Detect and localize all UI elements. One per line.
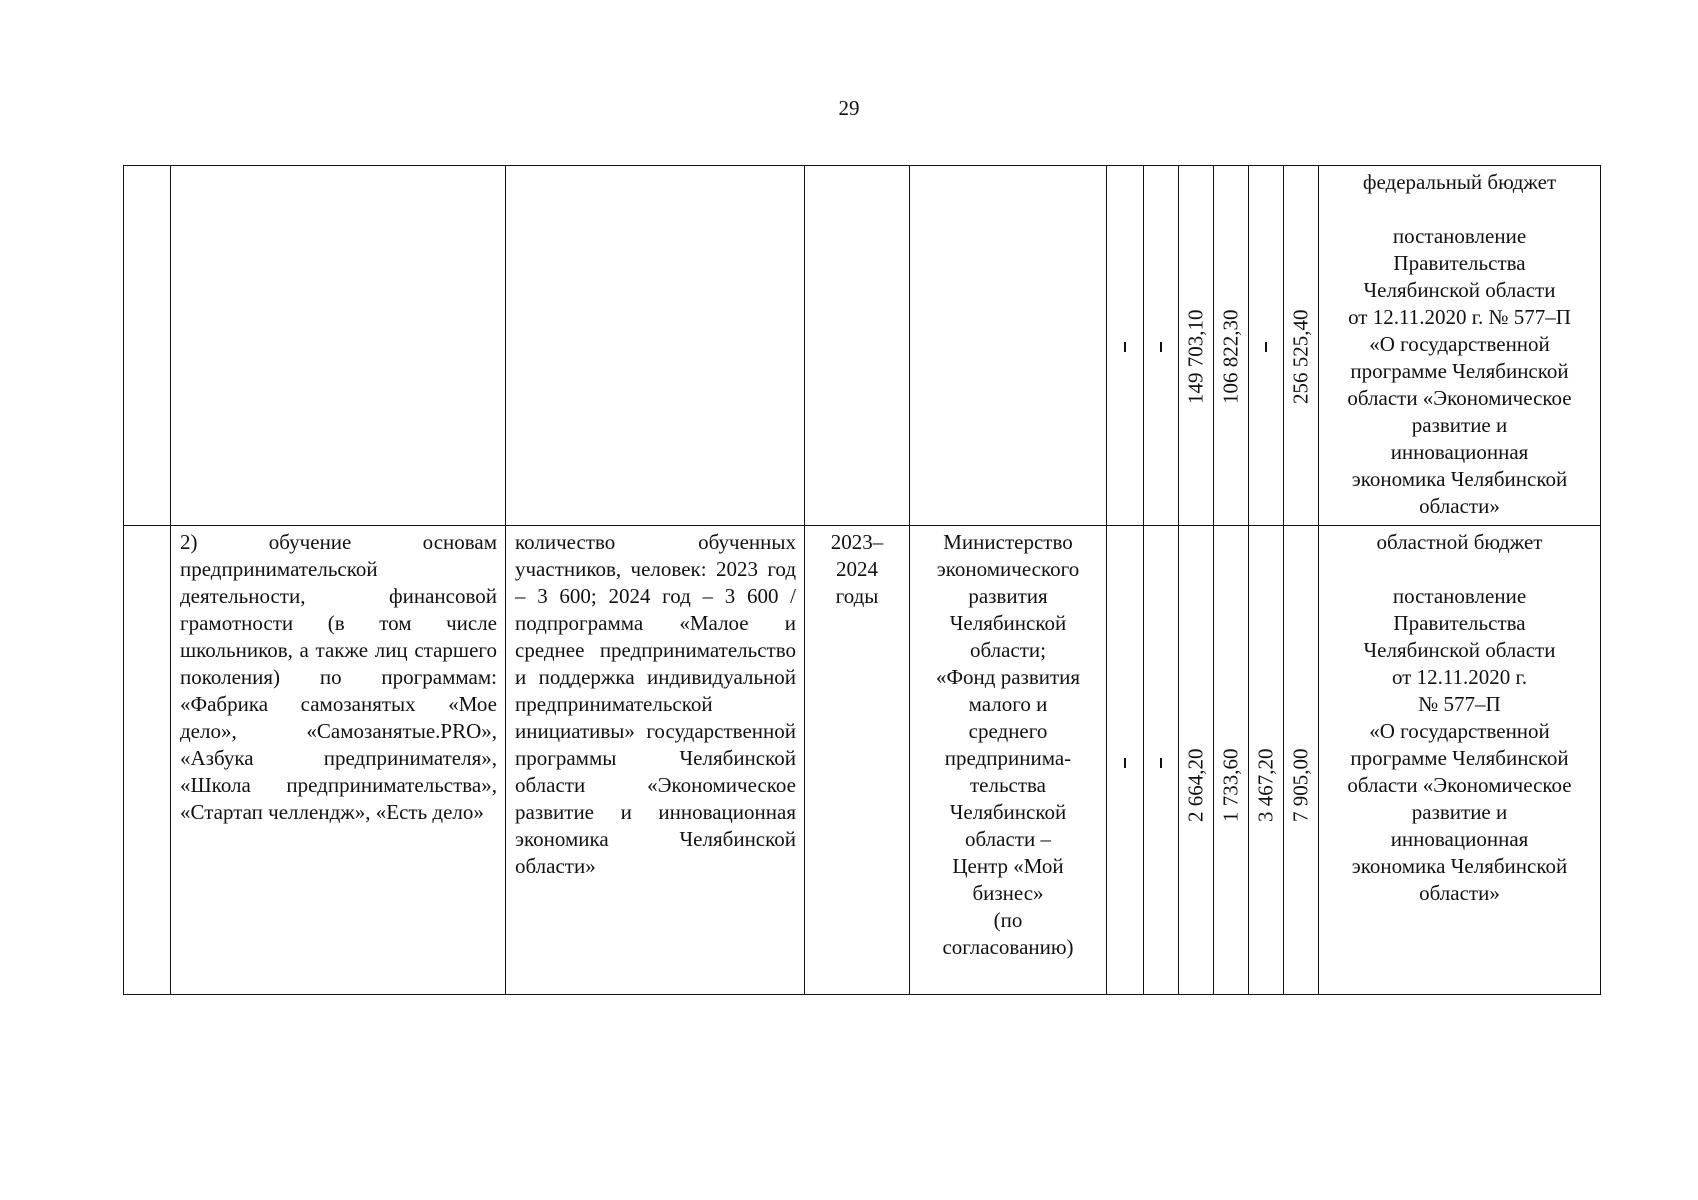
executor-line: предпринима-	[944, 746, 1072, 770]
activity-cell: 2) обучение основам предпринимательской деятельности, финансовой грамотности (в том числе школьников, а также лиц старшего поколения) по программам: «Фабрика самозанятых «Мое дело», «Самозанятые.PRO», «Азбука предпринимателя», «Школа предпринимательства», «Стартап челлендж», «Есть дело»	[171, 526, 506, 995]
indicator-cell: количество обученных участников, человек: 2023 год – 3 600; 2024 год – 3 600 / подпрограмма «Малое и среднее предпринимательство и поддержка индивидуальной предпринимательской инициативы» государственной программы Челябинской области «Экономическое развитие и инновационная экономика Челябинской области»	[506, 526, 805, 995]
executor-line: среднего	[968, 719, 1048, 743]
executor-line: развития	[968, 584, 1048, 608]
amount-cell-4	[1214, 526, 1249, 995]
program-activities-table	[123, 165, 1601, 995]
source-line: программе Челябинской	[1350, 746, 1569, 770]
amount-total-value: 7 905,00	[1288, 748, 1313, 822]
amount-cell-3	[1179, 166, 1214, 526]
source-line: экономика Челябинской	[1351, 854, 1568, 878]
period-line: 2023–	[830, 530, 884, 554]
empty-value-dash	[1124, 758, 1126, 768]
executor-line: малого и	[968, 692, 1048, 716]
amount-total-cell	[1284, 526, 1319, 995]
executor-line: (по	[993, 908, 1023, 932]
executor-line: экономического	[936, 557, 1080, 581]
source-line: области «Экономическое	[1347, 773, 1572, 797]
source-line: от 12.11.2020 г. № 577–П	[1348, 305, 1571, 329]
source-line: области»	[1419, 494, 1500, 518]
amount-value: 106 822,30	[1218, 309, 1243, 404]
source-line: № 577–П	[1418, 692, 1501, 716]
row-index-cell	[124, 526, 171, 995]
amount-cell-5	[1249, 166, 1284, 526]
empty-value-dash	[1265, 342, 1267, 352]
period-cell	[805, 526, 910, 995]
amount-cell-4	[1214, 166, 1249, 526]
source-line: области «Экономическое	[1347, 386, 1572, 410]
amount-cell-5	[1249, 526, 1284, 995]
source-line: Правительства	[1393, 251, 1526, 275]
source-line: постановление	[1392, 584, 1527, 608]
period-line: 2024	[836, 557, 878, 581]
executor-line: Министерство	[943, 530, 1073, 554]
executor-line: Челябинской	[949, 611, 1067, 635]
funding-source-cell	[1319, 166, 1601, 526]
executor-line: Центр «Мой	[952, 854, 1064, 878]
source-line: «О государственной	[1369, 332, 1550, 356]
empty-value-dash	[1160, 758, 1162, 768]
budget-type: федеральный бюджет	[1362, 170, 1557, 194]
source-line: постановление	[1392, 224, 1527, 248]
row-index-cell	[124, 166, 171, 526]
indicator-cell	[506, 166, 805, 526]
source-line: развитие и	[1411, 413, 1508, 437]
table-row	[124, 166, 1601, 526]
source-line: «О государственной	[1369, 719, 1550, 743]
amount-value: 1 733,60	[1218, 748, 1243, 822]
executor-line: согласованию)	[942, 935, 1074, 959]
source-line: области»	[1419, 881, 1500, 905]
source-line: программе Челябинской	[1350, 359, 1569, 383]
source-line: инновационная	[1390, 827, 1529, 851]
source-line: инновационная	[1390, 440, 1529, 464]
executor-line: Челябинской	[949, 800, 1067, 824]
amount-cell-3	[1179, 526, 1214, 995]
activity-cell	[171, 166, 506, 526]
period-line: годы	[835, 584, 879, 608]
amount-value: 2 664,20	[1183, 748, 1208, 822]
period-cell	[805, 166, 910, 526]
empty-value-dash	[1160, 342, 1162, 352]
empty-value-dash	[1124, 342, 1126, 352]
executor-line: области –	[965, 827, 1051, 851]
source-line: экономика Челябинской	[1351, 467, 1568, 491]
funding-source-cell	[1319, 526, 1601, 995]
source-line: Правительства	[1393, 611, 1526, 635]
source-line: Челябинской области	[1363, 278, 1556, 302]
amount-cell-2	[1144, 526, 1179, 995]
amount-value: 3 467,20	[1253, 748, 1278, 822]
budget-type: областной бюджет	[1376, 530, 1543, 554]
page-number: 29	[838, 96, 860, 120]
amount-value: 149 703,10	[1183, 309, 1208, 404]
table-row	[124, 526, 1601, 995]
executor-line: бизнес»	[972, 881, 1044, 905]
executor-cell	[910, 526, 1107, 995]
amount-total-value: 256 525,40	[1288, 309, 1313, 404]
source-line: от 12.11.2020 г.	[1391, 665, 1528, 689]
source-line: Челябинской области	[1363, 638, 1556, 662]
executor-cell	[910, 166, 1107, 526]
amount-total-cell	[1284, 166, 1319, 526]
amount-cell-1	[1107, 526, 1144, 995]
amount-cell-1	[1107, 166, 1144, 526]
executor-line: тельства	[969, 773, 1046, 797]
amount-cell-2	[1144, 166, 1179, 526]
source-line: развитие и	[1411, 800, 1508, 824]
executor-line: области;	[969, 638, 1047, 662]
executor-line: «Фонд развития	[935, 665, 1081, 689]
